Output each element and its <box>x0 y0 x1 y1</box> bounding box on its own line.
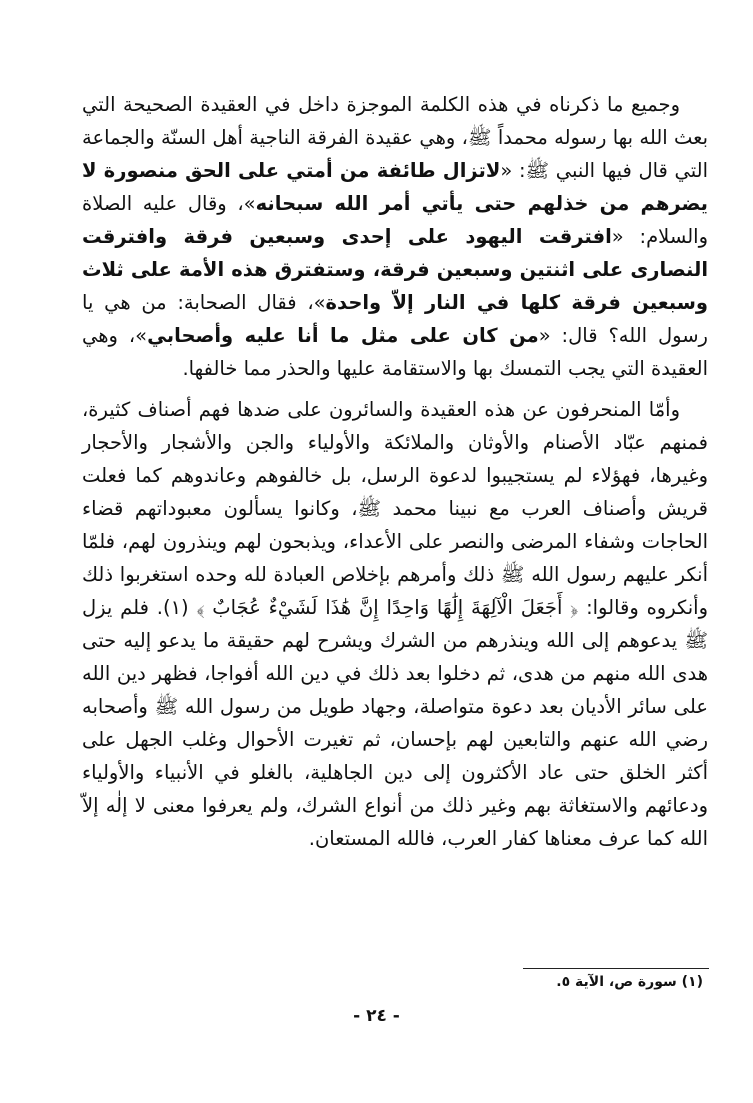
paragraph-2 <box>82 393 708 855</box>
footnote: (١) سورة ص، الآية ٥. <box>556 974 703 990</box>
footnote-divider <box>523 968 709 969</box>
page-number: - ٢٤ - <box>353 1006 400 1026</box>
paragraph-1 <box>82 88 708 385</box>
hadith-quote: لاتزال طائفة من أمتي على الحق منصورة لا يضرهم من خذلهم حتى يأتي أمر الله سبحانه <box>82 159 709 215</box>
text-run: وجميع ما ذكرناه في هذه الكلمة الموجزة داخل في العقيدة الصحيحة التي بعث الله بها رسوله محمداً ﷺ، وهي عقيدة الفرقة الناجية أهل السنّة والجماعة التي قال فيها النبي ﷺ: « <box>82 93 708 182</box>
text-run: »، وقال عليه الصلاة والسلام: « <box>82 192 708 248</box>
page-body <box>82 88 708 855</box>
hadith-quote: افترقت اليهود على إحدى وسبعين فرقة وافترقت النصارى على اثنتين وسبعين فرقة، وستفترق هذه الأمة على ثلاث وسبعين فرقة كلها في النار إلاّ واحدة <box>82 225 708 314</box>
text-run: »، وهي العقيدة التي يجب التمسك بها والاستقامة عليها والحذر مما خالفها. <box>82 324 708 380</box>
text-run: وأمّا المنحرفون عن هذه العقيدة والسائرون على ضدها فهم أصناف كثيرة، فمنهم عبّاد الأصنام والأوثان والملائكة والأولياء والجن والأشجار والأحجار وغيرها، فهؤلاء لم يستجيبوا لدعوة الرسل، بل خالفوهم وعاندوهم كما فعلت قريش وأصناف العرب مع نبينا محمد ﷺ، وكانوا يسألون معبوداتهم قضاء الحاجات وشفاء المرضى والنصر على الأعداء، ويذبحون لهم وينذرون لهم، فلمّا أنكر عليهم رسول الله ﷺ ذلك وأمرهم بإخلاص العبادة لله وحده استغربوا ذلك وأنكروه وقالوا: ﴿ أَجَعَلَ الْآلِهَةَ إِلَٰهًا وَاحِدًا إِنَّ هَٰذَا لَشَيْءٌ عُجَابٌ ﴾ (١). فلم يزل ﷺ يدعوهم إلى الله وينذرهم من الشرك ويشرح لهم حقيقة ما يدعو إليه حتى هدى الله منهم من هدى، ثم دخلوا بعد ذلك في دين الله أفواجا، فظهر دين الله على سائر الأديان بعد دعوة متواصلة، وجهاد طويل من رسول الله ﷺ وأصحابه رضي الله عنهم والتابعين لهم بإحسان، ثم تغيرت الأحوال وغلب الجهل على أكثر الخلق حتى عاد الأكثرون إلى دين الجاهلية، بالغلو في الأنبياء والأولياء ودعائهم والاستغاثة بهم وغير ذلك من أنواع الشرك، ولم يعرفوا معنى لا إلٰه إلاّ الله كما عرف معناها كفار العرب، فالله المستعان. <box>82 398 708 850</box>
text-run: »، فقال الصحابة: من هي يا رسول الله؟ قال: « <box>82 291 708 347</box>
hadith-quote: من كان على مثل ما أنا عليه وأصحابي <box>147 324 539 347</box>
